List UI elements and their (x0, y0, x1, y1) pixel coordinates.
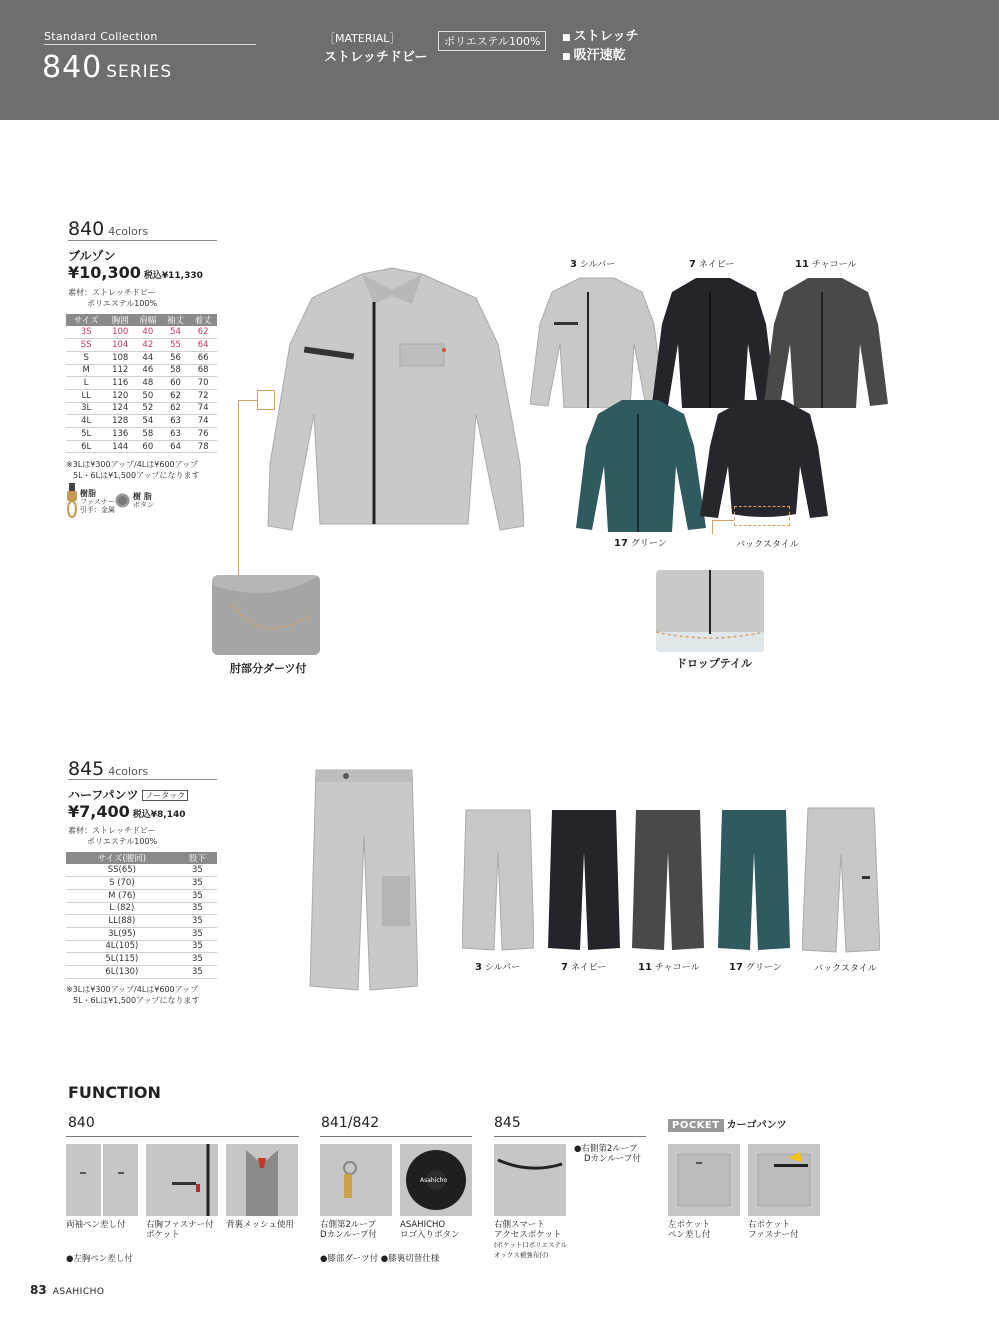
table-row (66, 428, 217, 441)
table-cell: 74 (189, 415, 217, 428)
function-845-code: 845 (494, 1115, 521, 1131)
size-table-header: 股下 (178, 852, 217, 864)
table-row (66, 902, 217, 915)
product-845-code: 845 4colors (68, 758, 149, 780)
page-number: 83 (30, 1283, 47, 1297)
table-cell: 4L(105) (66, 940, 178, 953)
size-note-840: ※3Lは¥300アップ/4Lは¥600アップ 5L・6Lは¥1,500アップになります (66, 460, 200, 480)
size-note-845: ※3Lは¥300アップ/4Lは¥600アップ 5L・6Lは¥1,500アップになります (66, 985, 200, 1005)
callout-line (238, 400, 257, 401)
material-label: ［MATERIAL］ (324, 32, 401, 45)
function-divider (320, 1136, 472, 1137)
fastener-label: 樹脂 ファスナー 引手：金属 (80, 489, 115, 514)
table-cell: L (66, 377, 106, 390)
page-footer (30, 1283, 104, 1297)
function-841-cap1: 右側第2ループ Dカンループ付 (320, 1220, 377, 1240)
table-cell: LL(88) (66, 915, 178, 928)
table-cell: 3L(95) (66, 927, 178, 940)
table-cell: 62 (189, 326, 217, 339)
table-cell: SS (66, 339, 106, 352)
table-cell: 54 (162, 326, 190, 339)
table-cell: 56 (162, 351, 190, 364)
series-title (42, 50, 172, 85)
function-845-cap1: 右側スマート アクセスポケット (ポケット口ポリエステル オックス補強布付) (494, 1220, 568, 1259)
function-841-code: 841/842 (321, 1115, 380, 1131)
product-840-code: 840 4colors (68, 218, 149, 240)
table-cell: 128 (106, 415, 134, 428)
function-840-code: 840 (68, 1115, 95, 1131)
table-cell: 60 (162, 377, 190, 390)
table-cell: M (66, 364, 106, 377)
material-badge: ポリエステル100% (438, 31, 546, 51)
jacket-charcoal-photo (764, 274, 888, 408)
product-840-name: ブルゾン (68, 249, 116, 263)
table-cell: 63 (162, 428, 190, 441)
product-845-price: ¥7,400 税込¥8,140 (68, 802, 186, 821)
pants-green-photo (718, 808, 790, 952)
swatch-label-840-navy: 7 ネイビー (689, 259, 735, 270)
table-row (66, 364, 217, 377)
swatch-label-845-green: 17 グリーン (729, 962, 782, 973)
table-cell: 35 (178, 927, 217, 940)
size-table-845 (66, 852, 217, 979)
table-cell: 144 (106, 440, 134, 453)
table-row (66, 351, 217, 364)
table-cell: 5L (66, 428, 106, 441)
size-table-header: サイズ (66, 314, 106, 326)
table-row (66, 889, 217, 902)
function-841-cap2: ASAHICHO ロゴ入りボタン (400, 1220, 460, 1240)
size-table-840 (66, 314, 217, 453)
back-style-label-845: バックスタイル (814, 964, 877, 974)
jacket-back-photo (700, 396, 828, 522)
table-cell: 35 (178, 966, 217, 979)
table-cell: 54 (134, 415, 162, 428)
table-cell: 6L(130) (66, 966, 178, 979)
pocket-left-photo (668, 1144, 740, 1216)
swatch-label-845-navy: 7 ネイビー (561, 962, 607, 973)
table-row (66, 864, 217, 877)
table-row (66, 326, 217, 339)
swatch-label-845-charcoal: 11 チャコール (638, 962, 700, 973)
table-cell: 108 (106, 351, 134, 364)
jacket-green-photo (576, 396, 706, 532)
table-row (66, 915, 217, 928)
button-icon (115, 493, 130, 508)
function-845-pocket-photo (494, 1144, 566, 1216)
series-header (0, 0, 999, 120)
table-row (66, 940, 217, 953)
table-cell: 4L (66, 415, 106, 428)
table-cell: 5L(115) (66, 953, 178, 966)
table-cell: M (76) (66, 889, 178, 902)
function-divider (66, 1136, 299, 1137)
collection-label: Standard Collection (44, 30, 158, 43)
swatch-label-840-silver: 3 シルバー (570, 259, 616, 270)
function-845-side-note: ●右側第2ループ Dカンループ付 (574, 1144, 641, 1164)
callout-line (712, 520, 713, 534)
function-title: FUNCTION (68, 1083, 161, 1102)
table-cell: 35 (178, 915, 217, 928)
table-row (66, 339, 217, 352)
table-row (66, 877, 217, 890)
table-cell: 44 (134, 351, 162, 364)
table-cell: 64 (162, 440, 190, 453)
table-cell: 52 (134, 402, 162, 415)
product-840-material: 素材：ストレッチドビー ポリエステル100% (68, 288, 158, 308)
table-row (66, 402, 217, 415)
table-cell: 3S (66, 326, 106, 339)
table-row (66, 953, 217, 966)
function-divider (494, 1136, 646, 1137)
table-cell: LL (66, 389, 106, 402)
table-cell: 68 (189, 364, 217, 377)
droptail-label: ドロップテイル (676, 657, 753, 670)
header-divider (44, 44, 256, 45)
no-tuck-badge: ノータック (142, 790, 188, 801)
material-name: ストレッチドビー (324, 50, 428, 65)
table-cell: 63 (162, 415, 190, 428)
feature-list (562, 28, 639, 66)
table-cell: 46 (134, 364, 162, 377)
product-divider (68, 240, 217, 241)
swatch-label-840-green: 17 グリーン (614, 538, 667, 549)
swatch-label-845-silver: 3 シルバー (475, 962, 521, 973)
table-cell: 76 (189, 428, 217, 441)
function-840-cap1: 両袖ペン差し付 (66, 1220, 126, 1230)
elbow-callout-box (257, 390, 275, 410)
series-suffix: SERIES (106, 62, 173, 82)
button-label: 樹 脂 ボタン (133, 492, 154, 509)
droptail-photo (656, 570, 764, 652)
table-cell: 62 (162, 402, 190, 415)
table-cell: 60 (134, 440, 162, 453)
function-841-bullet: ●膝部ダーツ付 ●膝裏切替仕様 (320, 1254, 440, 1264)
table-row (66, 389, 217, 402)
swatch-label-840-charcoal: 11 チャコール (795, 259, 857, 270)
function-840-chest-photo (146, 1144, 218, 1216)
table-cell: 3L (66, 402, 106, 415)
product-divider (68, 779, 217, 780)
table-cell: 40 (134, 326, 162, 339)
table-row (66, 440, 217, 453)
table-cell: 136 (106, 428, 134, 441)
product-845-material: 素材：ストレッチドビー ポリエステル100% (68, 826, 158, 846)
pocket-heading (668, 1116, 787, 1131)
table-cell: 55 (162, 339, 190, 352)
pocket-left-cap: 左ポケット ペン差し付 (668, 1220, 711, 1240)
size-table-header: 肩幅 (134, 314, 162, 326)
table-cell: S (66, 351, 106, 364)
function-840-mesh-photo (226, 1144, 298, 1216)
table-cell: 35 (178, 864, 217, 877)
table-cell: 62 (162, 389, 190, 402)
table-cell: 112 (106, 364, 134, 377)
series-number: 840 (42, 50, 103, 85)
table-cell: 72 (189, 389, 217, 402)
table-cell: 58 (134, 428, 162, 441)
droptail-callout-box (734, 506, 790, 526)
table-cell: 50 (134, 389, 162, 402)
size-table-header: サイズ(腰回) (66, 852, 178, 864)
function-840-cap2: 右胸ファスナー付 ポケット (146, 1220, 214, 1240)
function-840-bullet: ●左胸ペン差し付 (66, 1254, 133, 1264)
table-cell: 58 (162, 364, 190, 377)
function-840-cap3: 背裏メッシュ使用 (226, 1220, 294, 1230)
feature-item: ■ 吸汗速乾 (562, 47, 639, 66)
table-cell: 35 (178, 953, 217, 966)
table-cell: SS(65) (66, 864, 178, 877)
table-cell: 66 (189, 351, 217, 364)
table-cell: L (82) (66, 902, 178, 915)
table-row (66, 377, 217, 390)
table-cell: S (70) (66, 877, 178, 890)
table-cell: 35 (178, 889, 217, 902)
product-840-price: ¥10,300 税込¥11,330 (68, 263, 203, 282)
size-table-header: 袖丈 (162, 314, 190, 326)
elbow-dart-photo (212, 575, 320, 655)
jacket-navy-photo (652, 274, 776, 408)
pants-845-photo (306, 766, 418, 994)
elbow-dart-label: 肘部分ダーツ付 (230, 662, 307, 675)
function-841-loop-photo (320, 1144, 392, 1216)
table-cell: 35 (178, 877, 217, 890)
size-table-header: 胸囲 (106, 314, 134, 326)
table-cell: 124 (106, 402, 134, 415)
callout-line (712, 520, 734, 521)
function-840-sleeve-photo (66, 1144, 138, 1216)
table-cell: 70 (189, 377, 217, 390)
table-row (66, 927, 217, 940)
table-cell: 42 (134, 339, 162, 352)
table-cell: 78 (189, 440, 217, 453)
table-row (66, 966, 217, 979)
table-cell: 48 (134, 377, 162, 390)
table-cell: 74 (189, 402, 217, 415)
pocket-tag: POCKET (668, 1119, 724, 1132)
table-cell: 64 (189, 339, 217, 352)
jacket-840-photo (262, 264, 524, 536)
table-cell: 100 (106, 326, 134, 339)
pocket-title: カーゴパンツ (726, 1120, 787, 1131)
zipper-icon (66, 483, 78, 519)
brand-name: ASAHICHO (52, 1287, 105, 1297)
table-cell: 104 (106, 339, 134, 352)
feature-item: ■ ストレッチ (562, 28, 639, 47)
pants-charcoal-photo (632, 808, 704, 952)
jacket-silver-photo (530, 274, 664, 408)
table-cell: 116 (106, 377, 134, 390)
size-table-header: 着丈 (189, 314, 217, 326)
back-style-label-840: バックスタイル (736, 540, 799, 550)
asahicho-logo-text: Asahicho (420, 1177, 448, 1184)
table-cell: 120 (106, 389, 134, 402)
table-cell: 35 (178, 940, 217, 953)
pocket-right-photo (748, 1144, 820, 1216)
table-cell: 35 (178, 902, 217, 915)
pants-navy-photo (548, 808, 620, 952)
pants-silver-photo (462, 808, 534, 952)
pocket-right-cap: 右ポケット ファスナー付 (748, 1220, 799, 1240)
table-row (66, 415, 217, 428)
product-845-name: ハーフパンツ ノータック (68, 786, 188, 803)
callout-line (238, 400, 239, 575)
table-cell: 6L (66, 440, 106, 453)
pants-back-photo (802, 806, 880, 954)
